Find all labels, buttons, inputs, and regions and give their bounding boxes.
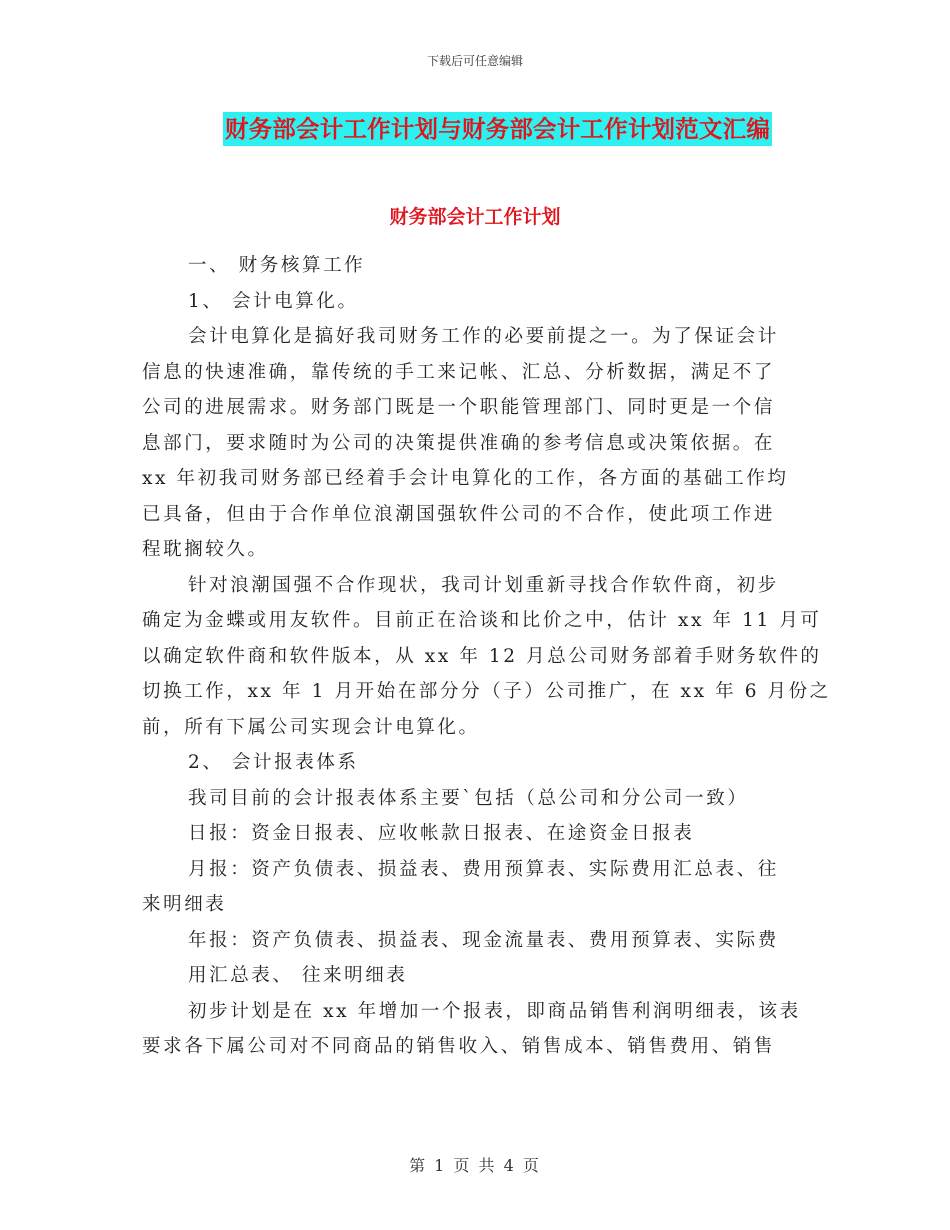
paragraph-line: 前，所有下属公司实现会计电算化。 [142,716,480,738]
section-title: 财务部会计工作计划 [389,206,561,228]
paragraph-line: 公司的进展需求。财务部门既是一个职能管理部门、同时更是一个信 [142,397,776,418]
title-container [0,112,950,146]
paragraph-line: 确定为金蝶或用友软件。目前正在洽谈和比价之中，估计 xx 年 11 月可 [142,610,822,631]
paragraph-line: 用汇总表、 往来明细表 [188,965,408,986]
paragraph-line: 初步计划是在 xx 年增加一个报表，即商品销售利润明细表，该表 [188,1000,801,1022]
paragraph-line: 信息的快速准确，靠传统的手工来记帐、汇总、分析数据，满足不了 [142,361,776,383]
paragraph-line: 年报：资产负债表、损益表、现金流量表、费用预算表、实际费 [188,929,779,951]
paragraph-line: 息部门，要求随时为公司的决策提供准确的参考信息或决策依据。在 [142,432,776,454]
paragraph-line: 以确定软件商和软件版本，从 xx 年 12 月总公司财务部着手财务软件的 [142,645,822,667]
subsection-heading: 2、 会计报表体系 [188,752,359,773]
paragraph-line: 针对浪潮国强不合作现状，我司计划重新寻找合作软件商，初步 [188,574,779,596]
document-title: 财务部会计工作计划与财务部会计工作计划范文汇编 [223,112,772,146]
document-body [142,248,831,1065]
paragraph-line: 程耽搁较久。 [142,539,269,560]
paragraph-line: 月报：资产负债表、损益表、费用预算表、实际费用汇总表、往 [188,858,779,880]
paragraph-line: 要求各下属公司对不同商品的销售收入、销售成本、销售费用、销售 [142,1036,776,1057]
paragraph-line: xx 年初我司财务部已经着手会计电算化的工作，各方面的基础工作均 [142,468,789,489]
paragraph-line: 已具备，但由于合作单位浪潮国强软件公司的不合作，使此项工作进 [142,503,776,525]
page-footer: 第 1 页 共 4 页 [409,1156,541,1175]
paragraph-line: 来明细表 [142,894,227,915]
paragraph-line: 日报：资金日报表、应收帐款日报表、在途资金日报表 [188,823,695,844]
subsection-heading: 1、 会计电算化。 [188,290,359,312]
paragraph-line: 会计电算化是搞好我司财务工作的必要前提之一。为了保证会计 [188,326,779,347]
paragraph-line: 我司目前的会计报表体系主要`包括（总公司和分公司一致） [188,787,749,809]
section-heading: 一、 财务核算工作 [188,255,366,276]
paragraph-line: 切换工作，xx 年 1 月开始在部分分（子）公司推广，在 xx 年 6 月份之 [142,681,831,702]
page-header: 下载后可任意编辑 [426,54,523,68]
